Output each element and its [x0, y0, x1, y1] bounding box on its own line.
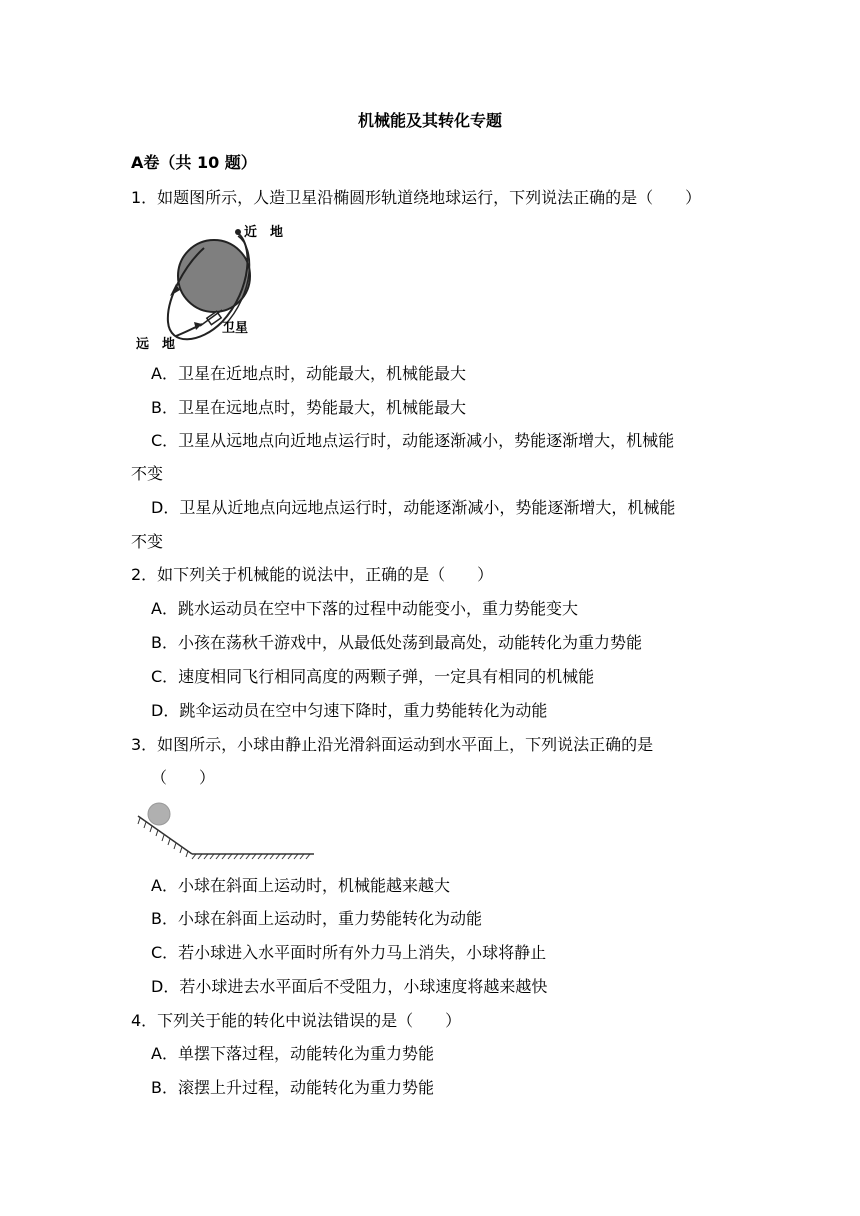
- question-1-option-b: B．卫星在远地点时，势能最大，机械能最大: [151, 398, 466, 417]
- page-title: 机械能及其转化专题: [357, 111, 502, 130]
- question-1-option-c: C．卫星从远地点向近地点运行时，动能逐渐减小，势能逐渐增大，机械能: [151, 431, 675, 450]
- question-1-option-c-tail: 不变: [131, 464, 164, 483]
- question-2-option-b: B．小孩在荡秋千游戏中，从最低处荡到最高处，动能转化为重力势能: [151, 633, 642, 652]
- question-3-stem-tail: （ ）: [151, 768, 216, 787]
- question-1-option-a: A．卫星在近地点时，动能最大，机械能最大: [151, 364, 466, 383]
- earth-circle: [178, 240, 250, 312]
- satellite-label: 卫星: [222, 321, 249, 336]
- question-4-option-a: A．单摆下落过程，动能转化为重力势能: [151, 1044, 434, 1063]
- ball-circle: [148, 803, 170, 825]
- question-2-stem: 2．如下列关于机械能的说法中，正确的是（ ）: [131, 565, 494, 584]
- incline-ball-figure: [134, 800, 318, 862]
- perigee-point: [235, 229, 241, 235]
- satellite-orbit-figure: [130, 218, 290, 354]
- apogee-label: 远 地: [136, 337, 176, 352]
- question-1-option-d-tail: 不变: [131, 532, 164, 551]
- question-4-option-b: B．滚摆上升过程，动能转化为重力势能: [151, 1078, 434, 1097]
- question-3-option-c: C．若小球进入水平面时所有外力马上消失，小球将静止: [151, 943, 547, 962]
- question-1-option-d: D．卫星从近地点向远地点运行时，动能逐渐减小，势能逐渐增大，机械能: [151, 498, 676, 517]
- question-3-option-a: A．小球在斜面上运动时，机械能越来越大: [151, 876, 450, 895]
- perigee-label: 近 地: [244, 225, 284, 240]
- question-2-option-d: D．跳伞运动员在空中匀速下降时，重力势能转化为动能: [151, 701, 548, 720]
- question-3-option-d: D．若小球进去水平面后不受阻力，小球速度将越来越快: [151, 977, 548, 996]
- question-3-stem: 3．如图所示，小球由静止沿光滑斜面运动到水平面上，下列说法正确的是: [131, 735, 654, 754]
- section-heading: A卷（共 10 题）: [131, 153, 257, 172]
- question-2-option-a: A．跳水运动员在空中下落的过程中动能变小，重力势能变大: [151, 599, 578, 618]
- question-4-stem: 4．下列关于能的转化中说法错误的是（ ）: [131, 1011, 462, 1030]
- question-1-stem: 1．如题图所示，人造卫星沿椭圆形轨道绕地球运行，下列说法正确的是（ ）: [131, 188, 702, 207]
- question-2-option-c: C．速度相同飞行相同高度的两颗子弹，一定具有相同的机械能: [151, 667, 595, 686]
- question-3-option-b: B．小球在斜面上运动时，重力势能转化为动能: [151, 909, 482, 928]
